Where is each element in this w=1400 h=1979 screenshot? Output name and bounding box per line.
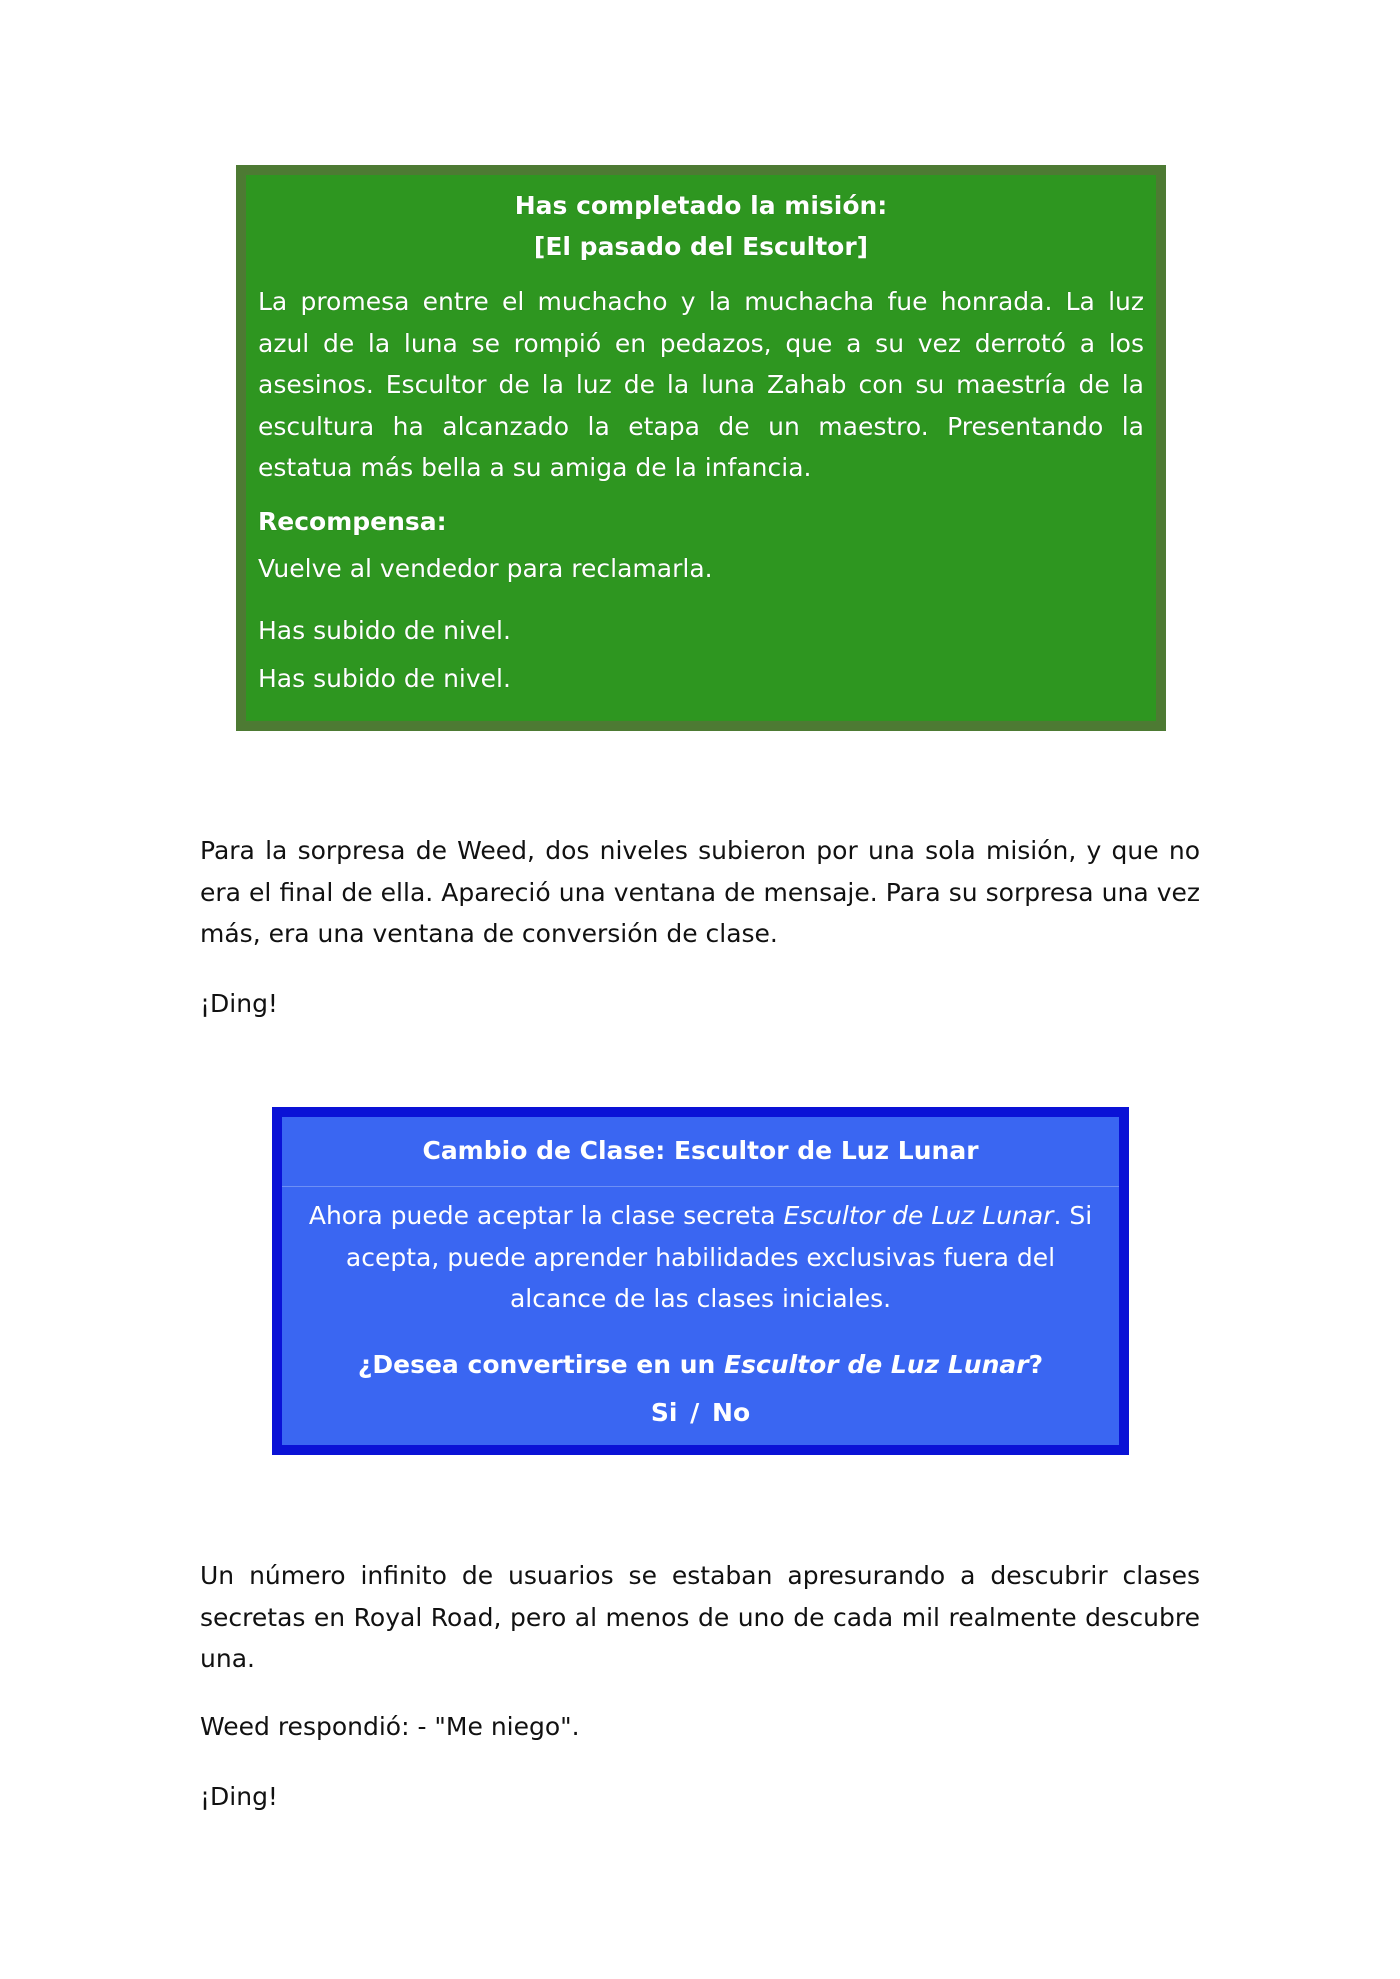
quest-description: La promesa entre el muchacho y la muchacha fue honrada. La luz azul de la luna se rompió en pedazos, que a su vez derrotó a los asesinos. Escultor de la luz de la luna Zahab con su maestría de la escultura ha alcanzado la etapa de un maestro. Presentando la estatua más bella a su amiga de la infancia.	[258, 287, 1144, 482]
option-no[interactable]: No	[712, 1397, 751, 1427]
quest-reward-label: Recompensa:	[258, 506, 447, 536]
story-paragraph: Un número infinito de usuarios se estaban apresurando a descubrir clases secretas en Royal Road, pero al menos de uno de cada mil realmente descubre una.	[200, 1561, 1200, 1673]
class-desc-class-name: Escultor de Luz Lunar	[783, 1201, 1054, 1230]
story-paragraph: Para la sorpresa de Weed, dos niveles subieron por una sola misión, y que no era el final de ella. Apareció una ventana de mensaje. Para su sorpresa una vez más, era una ventana de conversión de clase.	[200, 836, 1200, 948]
class-desc-text: Ahora puede aceptar la clase secreta	[308, 1201, 784, 1230]
class-change-title: Cambio de Clase: Escultor de Luz Lunar	[282, 1117, 1119, 1187]
story-ding: ¡Ding!	[200, 989, 278, 1018]
class-change-options	[282, 1392, 1119, 1433]
story-ding: ¡Ding!	[200, 1782, 278, 1811]
story-paragraph: Weed respondió: - "Me niego".	[200, 1712, 580, 1741]
question-class-name: Escultor de Luz Lunar	[724, 1349, 1029, 1379]
class-change-window	[272, 1107, 1129, 1455]
quest-title-line1: Has completado la misión:	[514, 191, 888, 220]
class-change-description	[296, 1195, 1105, 1320]
option-yes[interactable]: Si	[650, 1397, 678, 1427]
level-up-message: Has subido de nivel.	[258, 615, 511, 645]
option-separator: /	[690, 1397, 700, 1427]
quest-reward-text: Vuelve al vendedor para reclamarla.	[258, 553, 713, 583]
class-change-question	[282, 1344, 1119, 1385]
quest-complete-window	[236, 165, 1166, 731]
level-up-message: Has subido de nivel.	[258, 663, 511, 693]
class-desc-text: . Si acepta, puede aprender habilidades exclusivas fuera del alcance de las clases iniciales.	[345, 1201, 1093, 1313]
question-text: ¿Desea convertirse en un	[357, 1349, 725, 1379]
question-text: ?	[1028, 1349, 1044, 1379]
quest-title-line2: [El pasado del Escultor]	[533, 232, 869, 261]
